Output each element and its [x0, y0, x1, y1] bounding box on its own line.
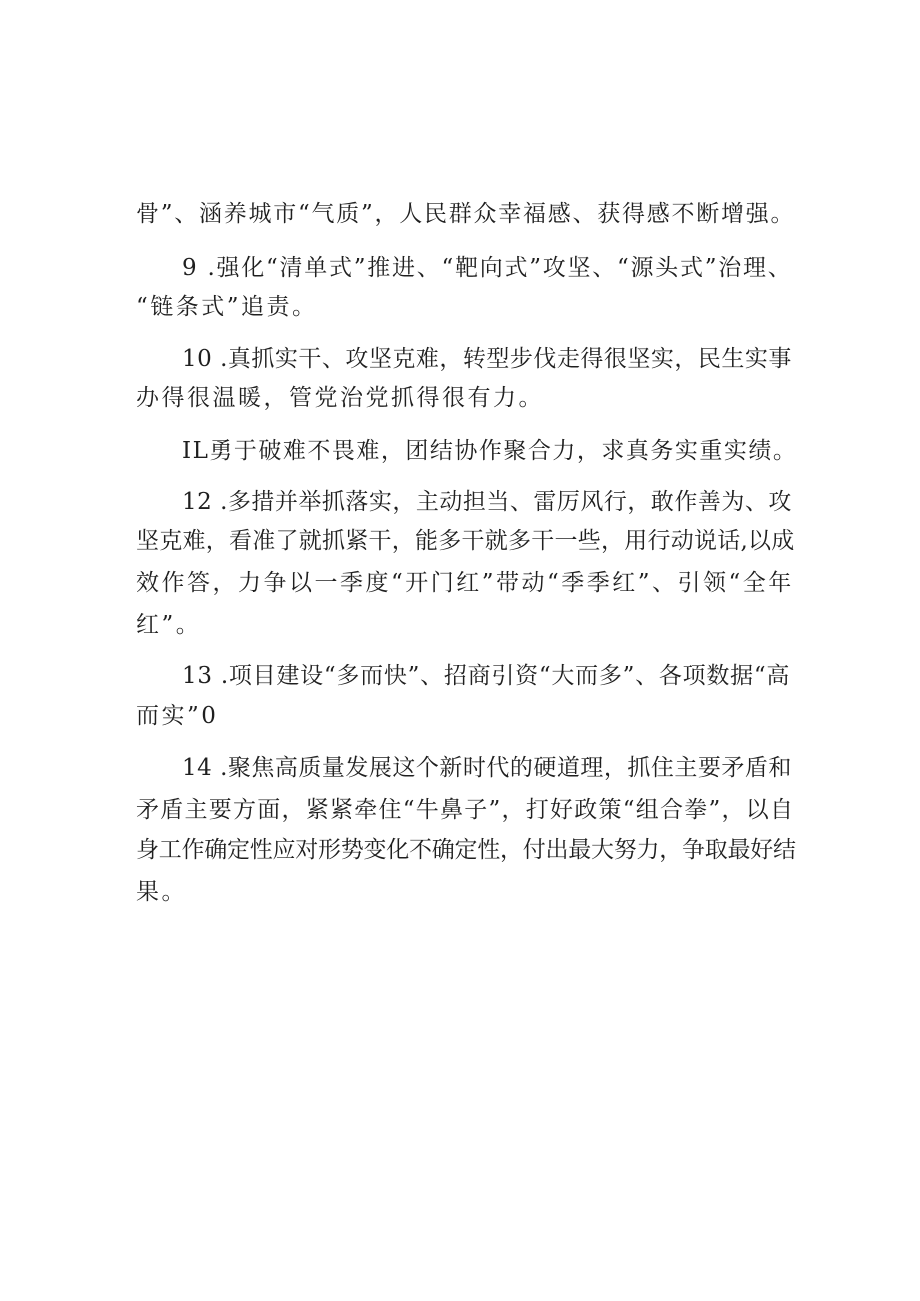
paragraph-12-line-3: 效作答，力争以一季度“开门红”带动“季季红”、引领“全年	[136, 570, 794, 596]
paragraph-14-line-2: 矛盾主要方面，紧紧牵住“牛鼻子”，打好政策“组合拳”，以自	[136, 797, 795, 823]
paragraph-14-line-4: 果。	[136, 879, 187, 905]
paragraph-9-line-2: “链条式”追责。	[136, 294, 318, 320]
paragraph-13-line-2: 而实”0	[136, 703, 219, 729]
paragraph-8-line-2: 骨”、涵养城市“气质”，人民群众幸福感、获得感不断增强。	[136, 201, 796, 227]
paragraph-12-line-1: 12 .多措并举抓落实，主动担当、雷厉风行，敢作善为、攻	[182, 489, 792, 515]
paragraph-11-line-1: IL勇于破难不畏难，团结协作聚合力，求真务实重实绩。	[182, 438, 798, 464]
paragraph-13-line-1: 13 .项目建设“多而快”、招商引资“大而多”、各项数据“高	[182, 663, 791, 689]
paragraph-12-line-2: 坚克难，看准了就抓紧干，能多干就多干一些，用行动说话,以成	[136, 528, 795, 554]
paragraph-10-line-1: 10 .真抓实干、攻坚克难，转型步伐走得很坚实，民生实事	[182, 346, 792, 372]
paragraph-14-line-3: 身工作确定性应对形势变化不确定性，付出最大努力，争取最好结	[136, 837, 796, 863]
paragraph-10-line-2: 办得很温暖，管党治党抓得很有力。	[136, 385, 544, 411]
paragraph-12-line-4: 红”。	[136, 612, 202, 638]
paragraph-9-line-1: 9 .强化“清单式”推进、“靶向式”攻坚、“源头式”治理、	[182, 255, 793, 281]
paragraph-14-line-1: 14 .聚焦高质量发展这个新时代的硬道理，抓住主要矛盾和	[182, 755, 792, 781]
